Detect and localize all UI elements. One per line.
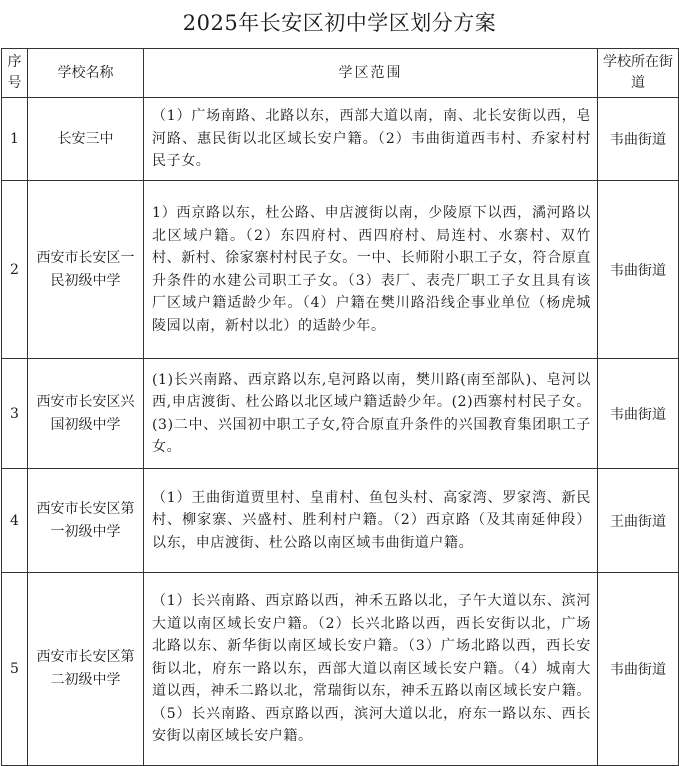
row-index: 4	[2, 469, 28, 573]
row-street: 韦曲街道	[598, 573, 679, 766]
row-school: 西安市长安区第一初级中学	[28, 469, 144, 573]
row-school: 西安市长安区兴国初级中学	[28, 359, 144, 469]
row-school: 长安三中	[28, 98, 144, 181]
district-table	[1, 48, 679, 766]
row-school: 西安市长安区第二初级中学	[28, 573, 144, 766]
row-street: 王曲街道	[598, 469, 679, 573]
header-area: 学区范围	[144, 49, 598, 98]
table-row	[2, 469, 679, 573]
row-street: 韦曲街道	[598, 359, 679, 469]
row-area: (1)长兴南路、西京路以东,皂河路以南，樊川路(南至部队)、皂河以西,申店渡街、杜公路以北区域户籍适龄少年。(2)西寨村村民子女。(3)二中、兴国初中职工子女,符合原直升条件的兴国教育集团职工子女。	[144, 359, 598, 469]
header-index: 序号	[2, 49, 28, 98]
table-row	[2, 573, 679, 766]
header-row	[2, 49, 679, 98]
row-school: 西安市长安区一民初级中学	[28, 181, 144, 359]
table-row	[2, 181, 679, 359]
table-row	[2, 359, 679, 469]
row-index: 3	[2, 359, 28, 469]
page-title: 2025年长安区初中学区划分方案	[182, 11, 497, 35]
row-area: 1）西京路以东，杜公路、申店渡街以南，少陵原下以西，潏河路以北区域户籍。（2）东四府村、西四府村、局连村、水寨村、双竹村、新村、徐家寨村村民子女。一中、长师附小职工子女，符合原直升条件的水建公司职工子女。（3）表厂、表壳厂职工子女且具有该厂区域户籍适龄少年。（4）户籍在樊川路沿线企事业单位（杨虎城陵园以南，新村以北）的适龄少年。	[144, 181, 598, 359]
header-street: 学校所在街道	[598, 49, 679, 98]
row-street: 韦曲街道	[598, 98, 679, 181]
row-index: 5	[2, 573, 28, 766]
row-area: （1）广场南路、北路以东，西部大道以南，南、北长安街以西，皂河路、惠民街以北区域长安户籍。（2）韦曲街道西韦村、乔家村村民子女。	[144, 98, 598, 181]
row-area: （1）长兴南路、西京路以西，神禾五路以北，子午大道以东、滨河大道以南区域长安户籍。（2）长兴北路以西，西长安街以北，广场北路以东、新华街以南区域长安户籍。（3）广场北路以西，西长安街以北，府东一路以东，西部大道以南区域长安户籍。（4）城南大道以西，神禾二路以北，常瑞街以东，神禾五路以南区域长安户籍。（5）长兴南路、西京路以西，滨河大道以北，府东一路以东、西长安街以南区域长安户籍。	[144, 573, 598, 766]
row-street: 韦曲街道	[598, 181, 679, 359]
row-index: 1	[2, 98, 28, 181]
header-school: 学校名称	[28, 49, 144, 98]
table-row	[2, 98, 679, 181]
row-area: （1）王曲街道贾里村、皇甫村、鱼包头村、高家湾、罗家湾、新民村、柳家寨、兴盛村、胜利村户籍。（2）西京路（及其南延伸段）以东，申店渡街、杜公路以南区域韦曲街道户籍。	[144, 469, 598, 573]
row-index: 2	[2, 181, 28, 359]
